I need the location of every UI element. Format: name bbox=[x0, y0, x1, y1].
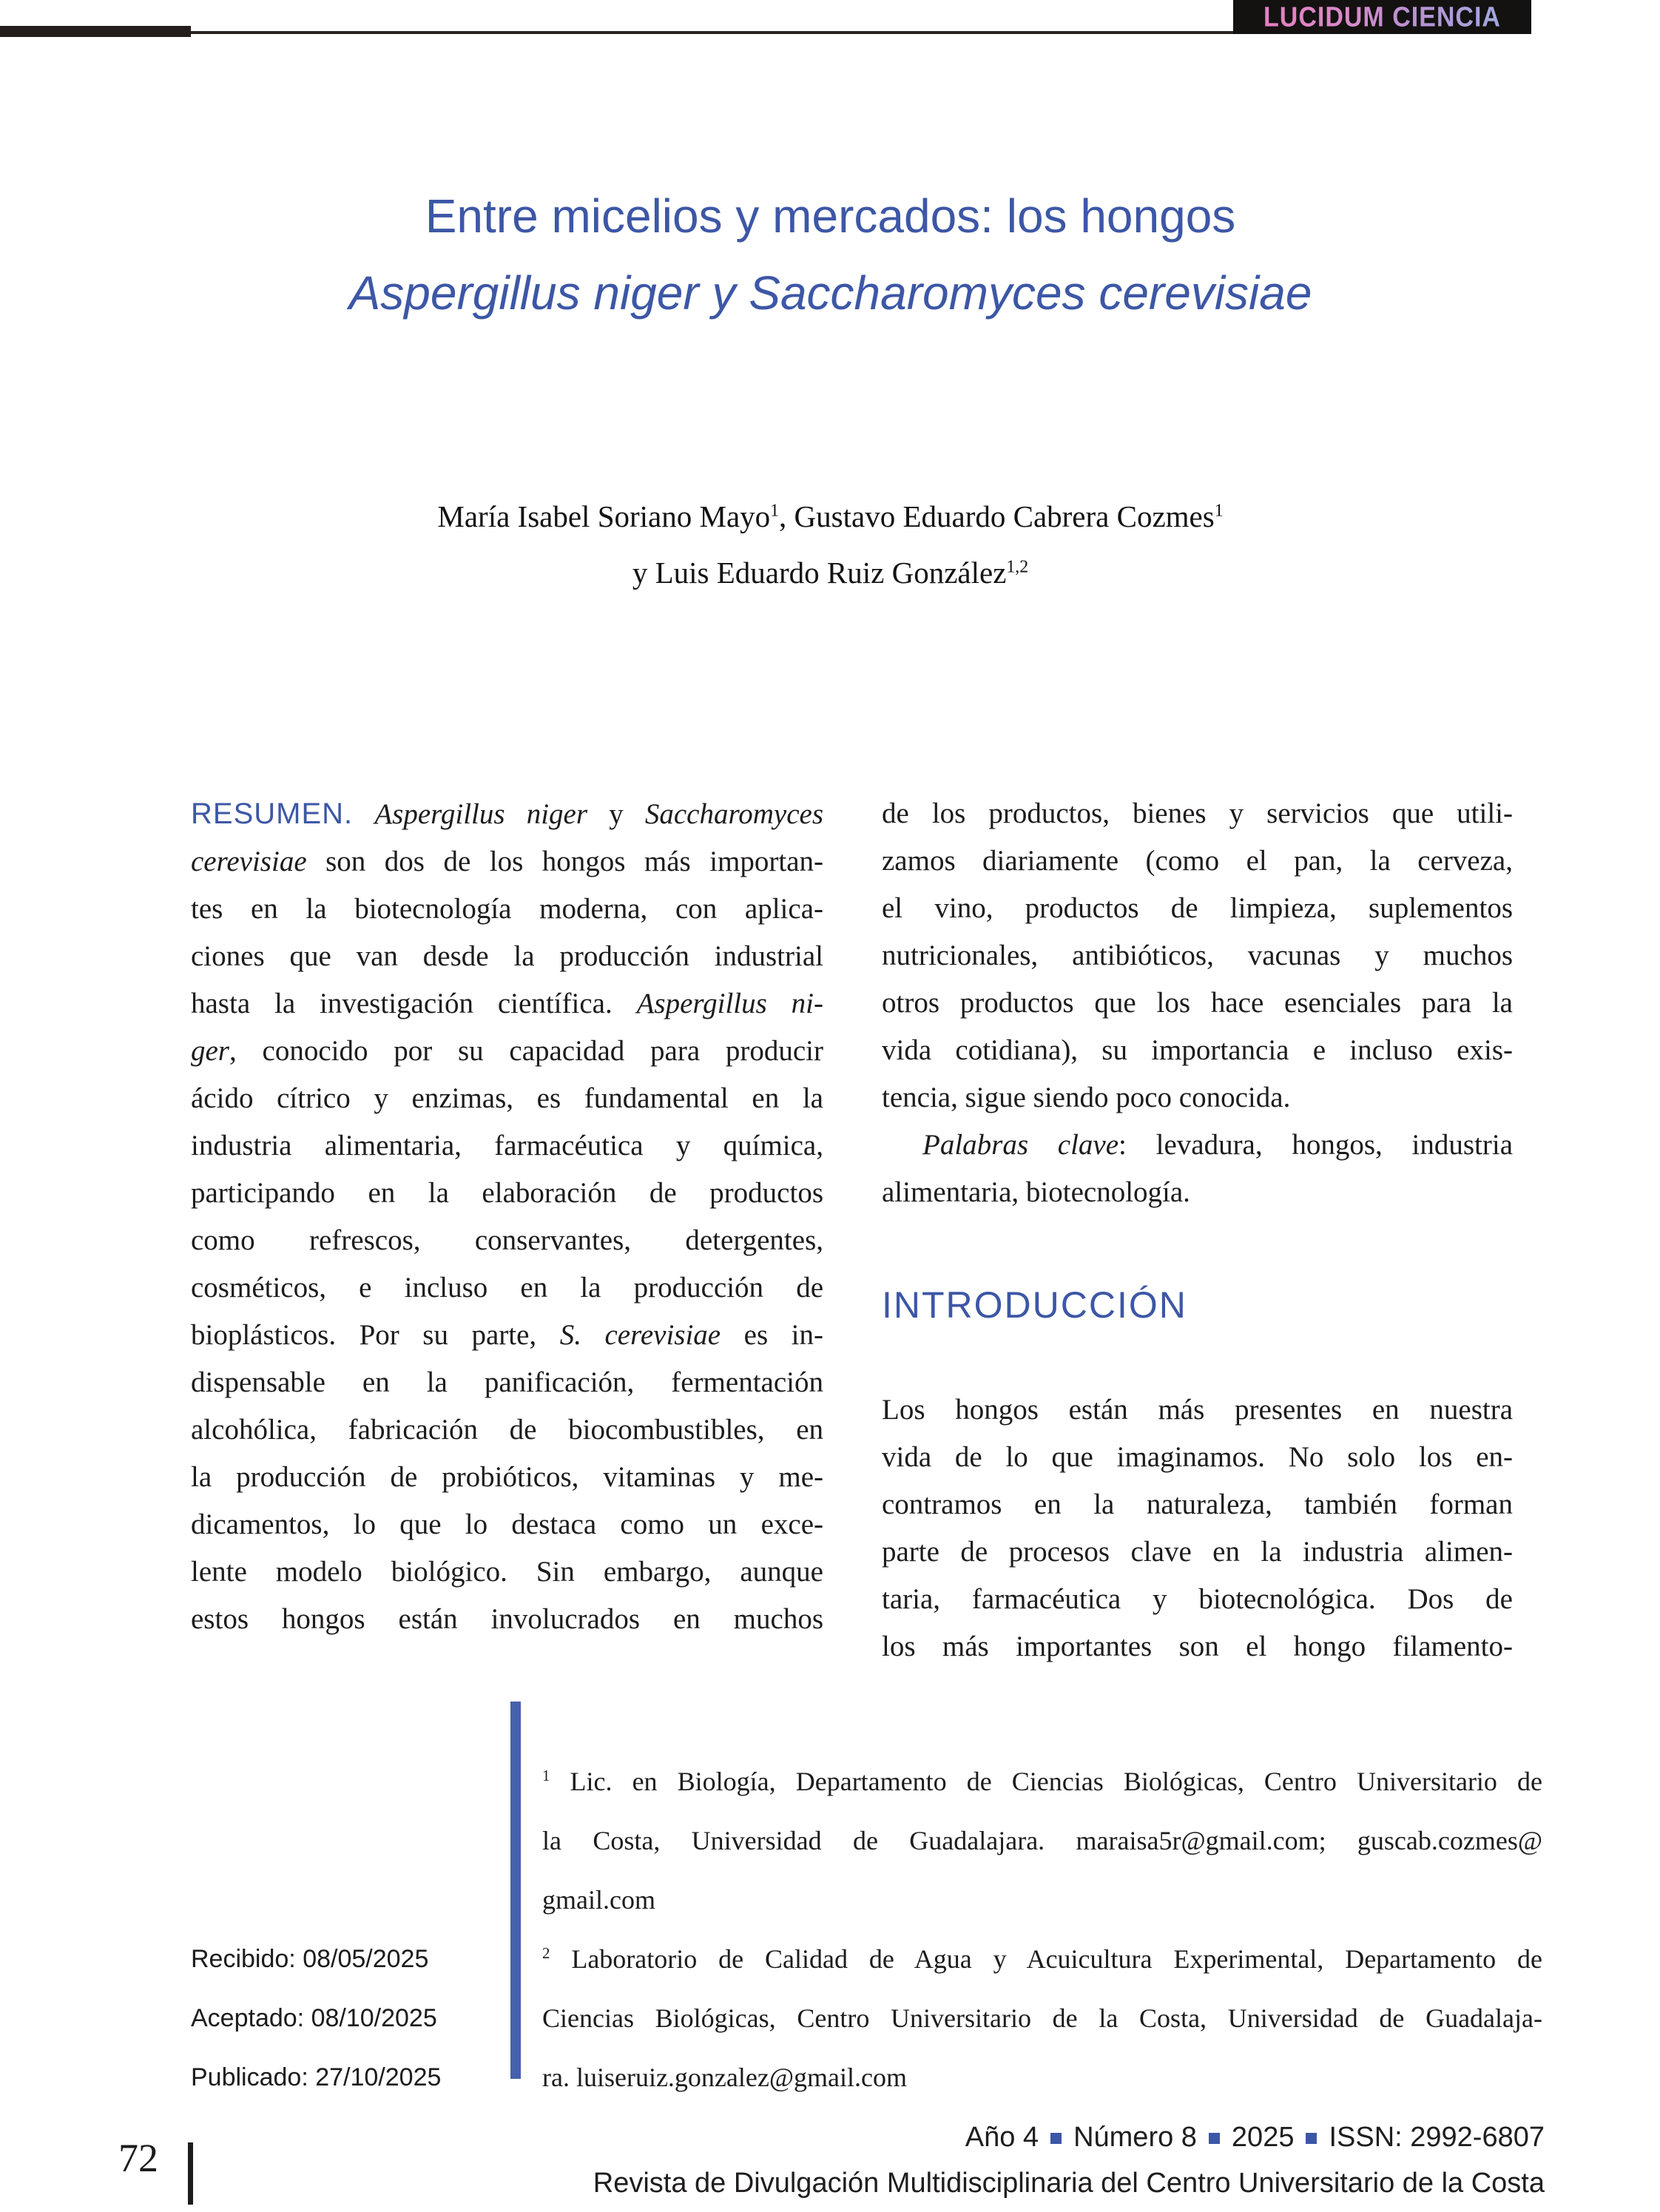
text-line: María Isabel Soriano Mayo$^1$, Gustavo Eduardo Cabrera Cozmes$^1$ bbox=[437, 499, 1224, 533]
text-line: contramos en la naturaleza, también forman bbox=[882, 1488, 1513, 1520]
page-number: 72 bbox=[118, 2136, 158, 2180]
issue-info bbox=[509, 2114, 1545, 2160]
text-line: alcohólica, fabricación de biocombustibles, en bbox=[191, 1414, 823, 1446]
text-line: hasta la investigación científica. Aspergillus ni- bbox=[191, 988, 824, 1019]
introduction-paragraph bbox=[882, 1386, 1513, 1670]
text-line: RESUMEN. Aspergillus niger y Saccharomyces bbox=[191, 798, 823, 830]
text-line: la Costa, Universidad de Guadalajara. maraisa5r@gmail.com; guscab.cozmes@ bbox=[542, 1826, 1542, 1855]
text-line: ra. luiseruiz.gonzalez@gmail.com bbox=[542, 2063, 907, 2092]
text-line: $^2$ Laboratorio de Calidad de Agua y Acuicultura Experimental, Departamento de bbox=[542, 1944, 1542, 1974]
text-line: taria, farmacéutica y biotecnológica. Dos de bbox=[882, 1583, 1513, 1615]
text-line: vida de lo que imaginamos. No solo los en- bbox=[882, 1441, 1513, 1473]
text-line: ciones que van desde la producción industrial bbox=[191, 940, 823, 972]
footnote-accent-bar bbox=[510, 1702, 521, 2079]
text-line: nutricionales, antibióticos, vacunas y muchos bbox=[882, 940, 1513, 971]
text-line: Palabras clave: levadura, hongos, industria bbox=[922, 1129, 1514, 1161]
text-line: tencia, sigue siendo poco conocida. bbox=[882, 1082, 1291, 1113]
published-date: Publicado: 27/10/2025 bbox=[191, 2063, 442, 2091]
authors bbox=[152, 488, 1509, 601]
text-line: bioplásticos. Por su parte, S. cerevisiae es in- bbox=[191, 1319, 823, 1351]
separator-square-icon bbox=[1306, 2133, 1317, 2144]
issue-segment: 2025 bbox=[1231, 2122, 1295, 2153]
section-heading-introduccion: INTRODUCCIÓN bbox=[882, 1284, 1187, 1326]
abstract-column bbox=[191, 790, 823, 1643]
title-line-2: Aspergillus niger y Saccharomyces cerevisiae bbox=[348, 266, 1312, 320]
separator-square-icon bbox=[1209, 2133, 1220, 2144]
text-line: alimentaria, biotecnología. bbox=[882, 1176, 1190, 1208]
text-line: y Luis Eduardo Ruiz González$^{1,2}$ bbox=[632, 556, 1029, 590]
text-line: los más importantes son el hongo filamento- bbox=[882, 1631, 1513, 1662]
text-line: participando en la elaboración de productos bbox=[191, 1177, 823, 1209]
text-line: Ciencias Biológicas, Centro Universitario de la Costa, Universidad de Guadalaja- bbox=[542, 2003, 1542, 2033]
keywords-paragraph bbox=[882, 1122, 1513, 1216]
header-rule-thick-segment bbox=[0, 26, 191, 37]
journal-badge bbox=[1233, 0, 1531, 34]
resumen-label: RESUMEN. bbox=[191, 798, 354, 830]
text-line: otros productos que los hace esenciales para la bbox=[882, 987, 1513, 1019]
text-line: dicamentos, lo que lo destaca como un exce- bbox=[191, 1508, 823, 1540]
text-line: de los productos, bienes y servicios que utili- bbox=[882, 798, 1513, 829]
separator-square-icon bbox=[1050, 2133, 1062, 2144]
text-line: zamos diariamente (como el pan, la cerveza, bbox=[882, 845, 1513, 877]
text-line: ger, conocido por su capacidad para producir bbox=[191, 1035, 823, 1067]
text-line: $^1$ Lic. en Biología, Departamento de Ciencias Biológicas, Centro Universitario de bbox=[542, 1767, 1542, 1796]
text-line: parte de procesos clave en la industria alimen- bbox=[882, 1536, 1513, 1568]
text-line: gmail.com bbox=[542, 1885, 655, 1915]
accepted-date: Aceptado: 08/10/2025 bbox=[191, 2004, 437, 2032]
issue-segment: Número 8 bbox=[1073, 2122, 1197, 2153]
text-line: cerevisiae son dos de los hongos más importan- bbox=[191, 846, 823, 877]
text-line: dispensable en la panificación, fermentación bbox=[191, 1366, 823, 1398]
text-line: vida cotidiana), su importancia e incluso exis- bbox=[882, 1034, 1513, 1066]
text-line: lente modelo biológico. Sin embargo, aunque bbox=[191, 1556, 823, 1588]
text-line: el vino, productos de limpieza, suplementos bbox=[882, 892, 1513, 924]
article-dates bbox=[191, 1929, 502, 2107]
issue-segment: Año 4 bbox=[965, 2122, 1039, 2153]
text-line: estos hongos están involucrados en muchos bbox=[191, 1603, 823, 1635]
journal-badge-text: LUCIDUM CIENCIA bbox=[1263, 1, 1501, 33]
abstract-continuation bbox=[882, 790, 1513, 1122]
footnotes bbox=[542, 1752, 1542, 2107]
text-line: Los hongos están más presentes en nuestra bbox=[882, 1394, 1513, 1426]
footer-info bbox=[509, 2114, 1545, 2206]
text-line: como refrescos, conservantes, detergentes, bbox=[191, 1224, 823, 1256]
journal-name: Revista de Divulgación Multidisciplinaria del Centro Universitario de la Costa bbox=[593, 2168, 1545, 2199]
article-title bbox=[152, 178, 1509, 331]
text-line: ácido cítrico y enzimas, es fundamental en la bbox=[191, 1082, 823, 1114]
text-line: tes en la biotecnología moderna, con aplica- bbox=[191, 893, 823, 925]
received-date: Recibido: 08/05/2025 bbox=[191, 1945, 429, 1973]
issue-segment: ISSN: 2992-6807 bbox=[1329, 2122, 1545, 2153]
text-line: cosméticos, e incluso en la producción de bbox=[191, 1272, 823, 1304]
footer-divider bbox=[188, 2142, 193, 2205]
right-column bbox=[882, 790, 1513, 1670]
title-line-1: Entre micelios y mercados: los hongos bbox=[425, 189, 1236, 243]
text-line: la producción de probióticos, vitaminas y me- bbox=[191, 1461, 823, 1493]
text-line: industria alimentaria, farmacéutica y química, bbox=[191, 1130, 823, 1161]
